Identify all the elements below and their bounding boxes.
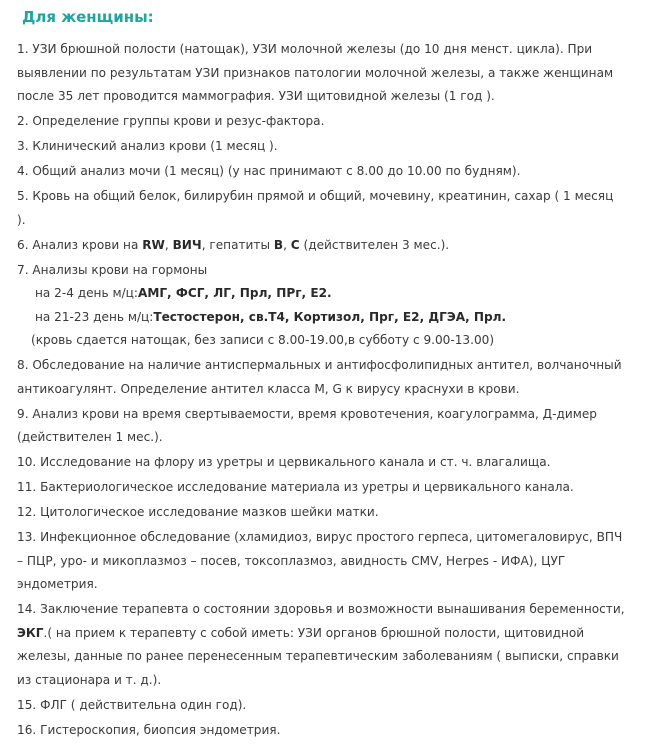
text-fragment: (действителен 3 мес.). — [299, 237, 450, 252]
bold-term-hep-b: В — [273, 237, 284, 252]
list-item-5 — [17, 185, 657, 232]
item-text-line: 13. Инфекционное обследование (хламидиоз, вирус простого герпеса, цитомегаловирус, ВПЧ — [17, 530, 623, 544]
item-text-line: 3. Клинический анализ крови (1 месяц ). — [17, 139, 278, 153]
list-item-2 — [17, 110, 657, 134]
item-text-line: (действителен 1 мес.). — [17, 430, 163, 444]
item-text-line: 5. Кровь на общий белок, билирубин прямой и общий, мочевину, креатинин, сахар ( 1 месяц — [17, 189, 614, 203]
item-text-line — [17, 234, 657, 258]
item-text-line: 4. Общий анализ мочи (1 месяц) (у нас принимают с 8.00 до 10.00 по будням). — [17, 164, 521, 178]
list-item-4 — [17, 160, 657, 184]
item-text-line: 9. Анализ крови на время свертываемости, время кровотечения, коагулограмма, Д-димер — [17, 406, 597, 421]
list-item-14 — [17, 598, 657, 692]
item-text-line: железы, данные по ранее перенесенным терапевтическим заболеваниям ( выписки, справки — [17, 649, 619, 663]
item-text-line: 14. Заключение терапевта о состоянии здоровья и возможности вынашивания беременности, — [17, 602, 625, 616]
hormone-list: Тестостерон, св.Т4, Кортизол, Прг, Е2, ДГЭА, Прл. — [153, 309, 507, 324]
item-text-line: 2. Определение группы крови и резус-фактора. — [17, 114, 325, 128]
list-item-7 — [17, 259, 657, 353]
list-item-12 — [17, 501, 657, 525]
bold-term-hep-c: С — [290, 237, 300, 252]
exam-list — [17, 38, 657, 744]
text-fragment: .( на прием к терапевту с собой иметь: УЗИ органов брюшной полости, щитовидной — [43, 625, 585, 640]
item-text-line: 15. ФЛГ ( действительна один год). — [17, 697, 247, 712]
text-fragment: 6. Анализ крови на — [17, 237, 143, 252]
item-text-line: антикоагулянт. Определение антител класса М, G к вирусу краснухи в крови. — [17, 381, 520, 396]
item-text-line: выявлении по результатам УЗИ признаков патологии молочной железы, а также женщинам — [17, 65, 614, 80]
text-fragment: , — [164, 237, 173, 252]
section-heading: Для женщины: — [22, 8, 154, 26]
item-text-line: после 35 лет проводится маммография. УЗИ щитовидной железы (1 год ). — [17, 89, 495, 103]
cycle-day-label: на 2-4 день м/ц: — [35, 286, 138, 300]
item-text-line: ). — [17, 212, 26, 227]
list-item-10 — [17, 451, 657, 475]
text-fragment: , гепатиты — [201, 237, 274, 252]
item-text-line: 16. Гистероскопия, биопсия эндометрия. — [17, 722, 281, 737]
list-item-8 — [17, 354, 657, 401]
item-text-line: 1. УЗИ брюшной полости (натощак), УЗИ молочной железы (до 10 дня менст. цикла). При — [17, 42, 593, 56]
hormone-list: АМГ, ФСГ, ЛГ, Прл, ПРг, Е2. — [137, 286, 332, 300]
item-text-line: 11. Бактериологическое исследование материала из уретры и цервикального канала. — [17, 480, 574, 494]
item-text-line: из стационара и т. д.). — [17, 672, 162, 687]
item-text-line: 10. Исследование на флору из уретры и цервикального канала и ст. ч. влагалища. — [17, 455, 551, 469]
text-fragment: , — [283, 237, 291, 252]
list-item-13 — [17, 526, 657, 597]
item-text-line: 12. Цитологическое исследование мазков шейки матки. — [17, 505, 379, 519]
bold-term-ecg: ЭКГ — [17, 625, 44, 640]
item-text-line: эндометрия. — [17, 577, 98, 591]
list-item-15 — [17, 694, 657, 718]
list-item-11 — [17, 476, 657, 500]
item-text-line: 8. Обследование на наличие антиспермальных и антифосфолипидных антител, волчаночный — [17, 358, 622, 372]
item-title: 7. Анализы крови на гормоны — [17, 262, 208, 277]
bold-term-hiv: ВИЧ — [172, 237, 202, 252]
item-text-line: – ПЦР, уро- и микоплазмоз – посев, токсоплазмоз, авидность СМV, Herpes - ИФА), ЦУГ — [17, 553, 566, 568]
hormone-subline-1 — [17, 282, 657, 306]
list-item-3 — [17, 135, 657, 159]
list-item-16 — [17, 719, 657, 743]
bold-term-rw: RW — [142, 237, 165, 252]
hormone-subline-2 — [17, 306, 657, 330]
list-item-9 — [17, 403, 657, 450]
list-item-1 — [17, 38, 657, 109]
item-text-line — [17, 622, 657, 646]
list-item-6 — [17, 234, 657, 258]
cycle-day-label: на 21-23 день м/ц: — [35, 309, 154, 324]
hormone-note: (кровь сдается натощак, без записи с 8.00-19.00,в субботу с 9.00-13.00) — [31, 333, 495, 347]
